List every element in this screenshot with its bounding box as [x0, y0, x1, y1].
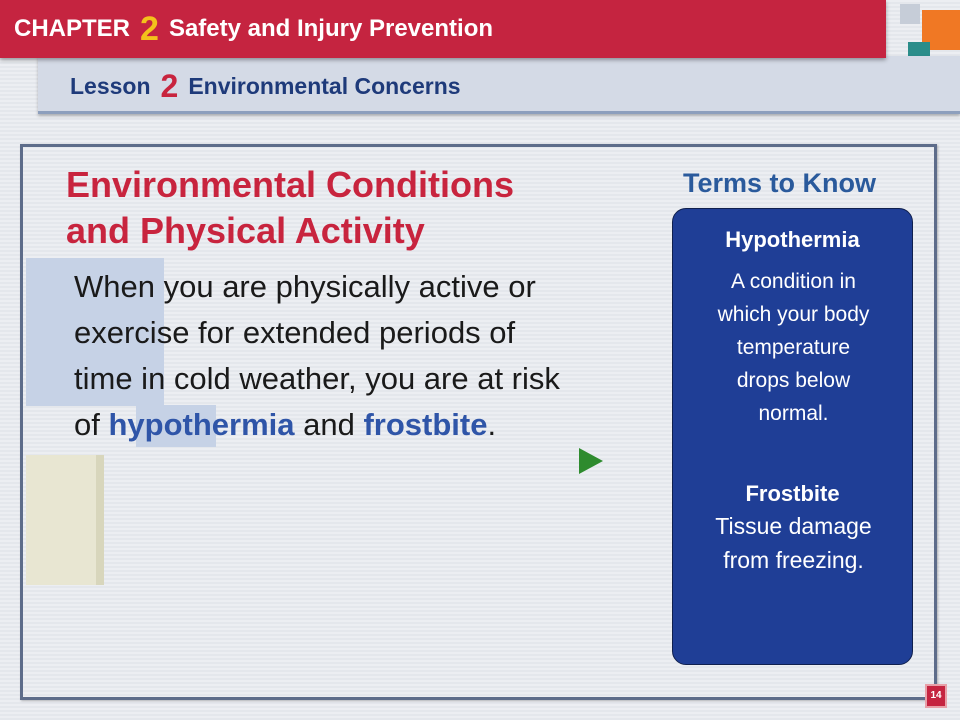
body-line-3: time in cold weather, you are at risk — [74, 361, 560, 396]
lesson-bar — [38, 56, 960, 114]
chapter-number: 2 — [140, 10, 159, 48]
definition-line: normal. — [758, 402, 829, 425]
definition-line: which your body — [717, 303, 870, 326]
body-line-1: When you are physically active or — [74, 269, 536, 304]
definition-line: Tissue damage — [715, 513, 872, 539]
definition-line: from freezing. — [723, 547, 864, 573]
decor-square-grey — [900, 4, 920, 24]
chapter-title: Safety and Injury Prevention — [168, 15, 494, 42]
body-line-4-prefix: of — [74, 407, 109, 442]
definition-line: drops below — [736, 369, 851, 392]
term-frostbite-link[interactable]: frostbite — [363, 407, 488, 442]
definition-line: temperature — [736, 336, 851, 359]
terms-card — [672, 208, 913, 665]
definition-line: A condition in — [731, 270, 856, 293]
slide-title-line-1: Environmental Conditions — [66, 164, 515, 205]
body-line-4 — [74, 402, 674, 448]
terms-heading: Terms to Know — [683, 168, 877, 198]
chapter-label: CHAPTER — [14, 15, 131, 42]
body-line-2: exercise for extended periods of — [74, 315, 516, 350]
term-definition-frostbite — [685, 509, 902, 577]
play-triangle-icon[interactable] — [579, 448, 603, 474]
lesson-heading — [70, 68, 461, 105]
slide-title — [66, 162, 514, 254]
page-number-badge: 14 — [925, 684, 947, 708]
chapter-bar — [0, 0, 886, 58]
slide-title-line-2: and Physical Activity — [66, 210, 425, 251]
slide-body — [74, 264, 674, 448]
term-hypothermia-link[interactable]: hypothermia — [108, 407, 295, 442]
lesson-label: Lesson — [70, 73, 151, 99]
lesson-number: 2 — [160, 68, 179, 104]
term-word-hypothermia: Hypothermia — [725, 227, 860, 252]
lesson-title: Environmental Concerns — [188, 73, 461, 99]
chapter-heading — [14, 10, 493, 49]
term-definition-hypothermia — [685, 265, 902, 430]
term-word-frostbite: Frostbite — [745, 481, 840, 506]
body-line-4-suffix: . — [487, 407, 497, 442]
body-line-4-middle: and — [294, 407, 364, 442]
